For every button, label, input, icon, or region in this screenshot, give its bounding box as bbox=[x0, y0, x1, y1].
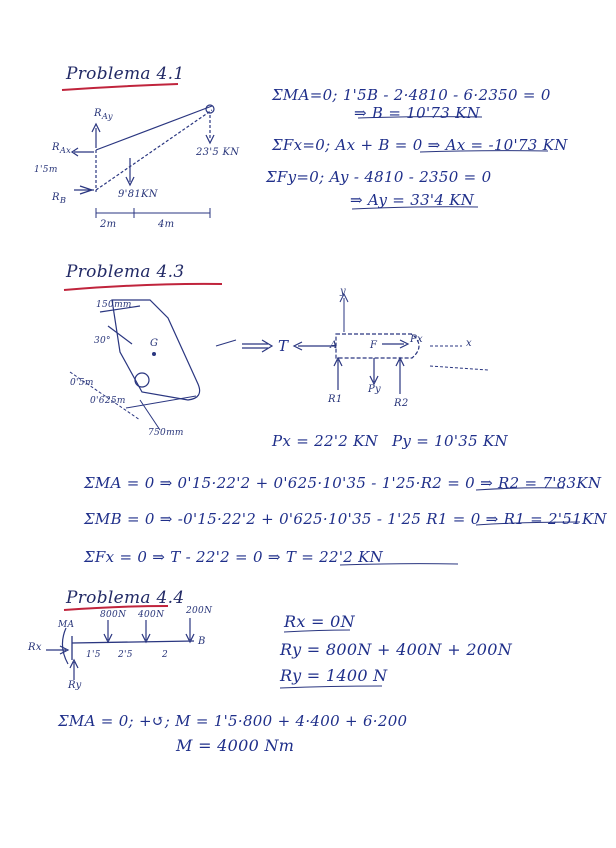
eq-4-4-ma: ΣMA = 0; +↺; M = 1'5·800 + 4·400 + 6·200 bbox=[58, 712, 408, 730]
label-4-4-f2: 400N bbox=[138, 610, 165, 620]
label-4-4-rx: Rx bbox=[28, 642, 42, 653]
result-4-3-py: Py = 10'35 KN bbox=[392, 432, 508, 450]
problem-4-3-title: Problema 4.3 bbox=[66, 262, 185, 282]
eq-4-1-fy: ΣFy=0; Ay - 4810 - 2350 = 0 bbox=[266, 168, 492, 186]
label-4-3-a: A bbox=[330, 340, 338, 351]
label-4-3-y: y bbox=[340, 286, 346, 297]
label-left-dim: 1'5m bbox=[34, 165, 58, 175]
label-4-3-py: Py bbox=[368, 384, 381, 395]
label-4-4-b: B bbox=[198, 636, 206, 647]
label-4-3-dim4: 750mm bbox=[148, 428, 184, 438]
label-4-3-g: G bbox=[150, 338, 159, 349]
label-4-4-f3: 200N bbox=[186, 606, 213, 616]
label-4-4-d2: 2'5 bbox=[118, 650, 133, 660]
eq-4-3-ma: ΣMA = 0 ⇒ 0'15·22'2 + 0'625·10'35 - 1'25·R2 = 0 ⇒ R2 = 7'83KN bbox=[84, 474, 602, 492]
eq-4-3-fx: ΣFx = 0 ⇒ T - 22'2 = 0 ⇒ T = 22'2 KN bbox=[84, 548, 384, 566]
result-4-4-ry-sum: Ry = 800N + 400N + 200N bbox=[280, 640, 513, 659]
label-weight-right: 23'5 KN bbox=[196, 147, 240, 158]
label-4-3-t: T bbox=[278, 337, 289, 355]
label-4-3-dim3: 0'625m bbox=[90, 396, 126, 406]
eq-4-4-m: M = 4000 Nm bbox=[176, 736, 295, 755]
label-dim-right: 4m bbox=[158, 219, 175, 230]
label-4-3-dim1: 150mm bbox=[96, 300, 132, 310]
label-rb: $R_B$ bbox=[52, 192, 67, 205]
label-4-4-d3: 2 bbox=[162, 650, 169, 660]
label-4-3-px: Px bbox=[410, 334, 423, 345]
problem-4-4-title: Problema 4.4 bbox=[66, 588, 185, 608]
label-4-3-r2: R2 bbox=[394, 398, 409, 409]
problem-4-1-title: Problema 4.1 bbox=[66, 64, 185, 84]
label-weight-mid: 9'81KN bbox=[118, 189, 158, 200]
label-4-4-ma: MA bbox=[58, 620, 75, 630]
eq-4-1-ay: ⇒ Ay = 33'4 KN bbox=[350, 191, 475, 209]
result-4-4-ry: Ry = 1400 N bbox=[280, 666, 388, 685]
eq-4-1-b: ⇒ B = 10'73 KN bbox=[354, 104, 481, 122]
label-4-3-angle: 30° bbox=[94, 336, 111, 346]
eq-4-3-mb: ΣMB = 0 ⇒ -0'15·22'2 + 0'625·10'35 - 1'25 R1 = 0 ⇒ R1 = 2'51KN bbox=[84, 510, 607, 528]
label-4-4-ry: Ry bbox=[68, 680, 82, 691]
label-4-4-d1: 1'5 bbox=[86, 650, 101, 660]
eq-4-1-moment: ΣMA=0; 1'5B - 2·4810 - 6·2350 = 0 bbox=[272, 86, 551, 104]
label-rax: $R_{Ax}$ bbox=[52, 142, 72, 155]
result-4-3-px: Px = 22'2 KN bbox=[272, 432, 379, 450]
label-4-4-f1: 800N bbox=[100, 610, 127, 620]
eq-4-1-fx: ΣFx=0; Ax + B = 0 ⇒ Ax = -10'73 KN bbox=[272, 136, 568, 154]
label-4-3-x: x bbox=[466, 338, 472, 349]
label-ray: $R_{Ay}$ bbox=[94, 108, 113, 121]
label-4-3-dim2: 0'5m bbox=[70, 378, 94, 388]
label-4-3-f: F bbox=[370, 340, 378, 351]
result-4-4-rx: Rx = 0N bbox=[284, 612, 355, 631]
label-4-3-r1: R1 bbox=[328, 394, 343, 405]
label-dim-left: 2m bbox=[100, 219, 117, 230]
